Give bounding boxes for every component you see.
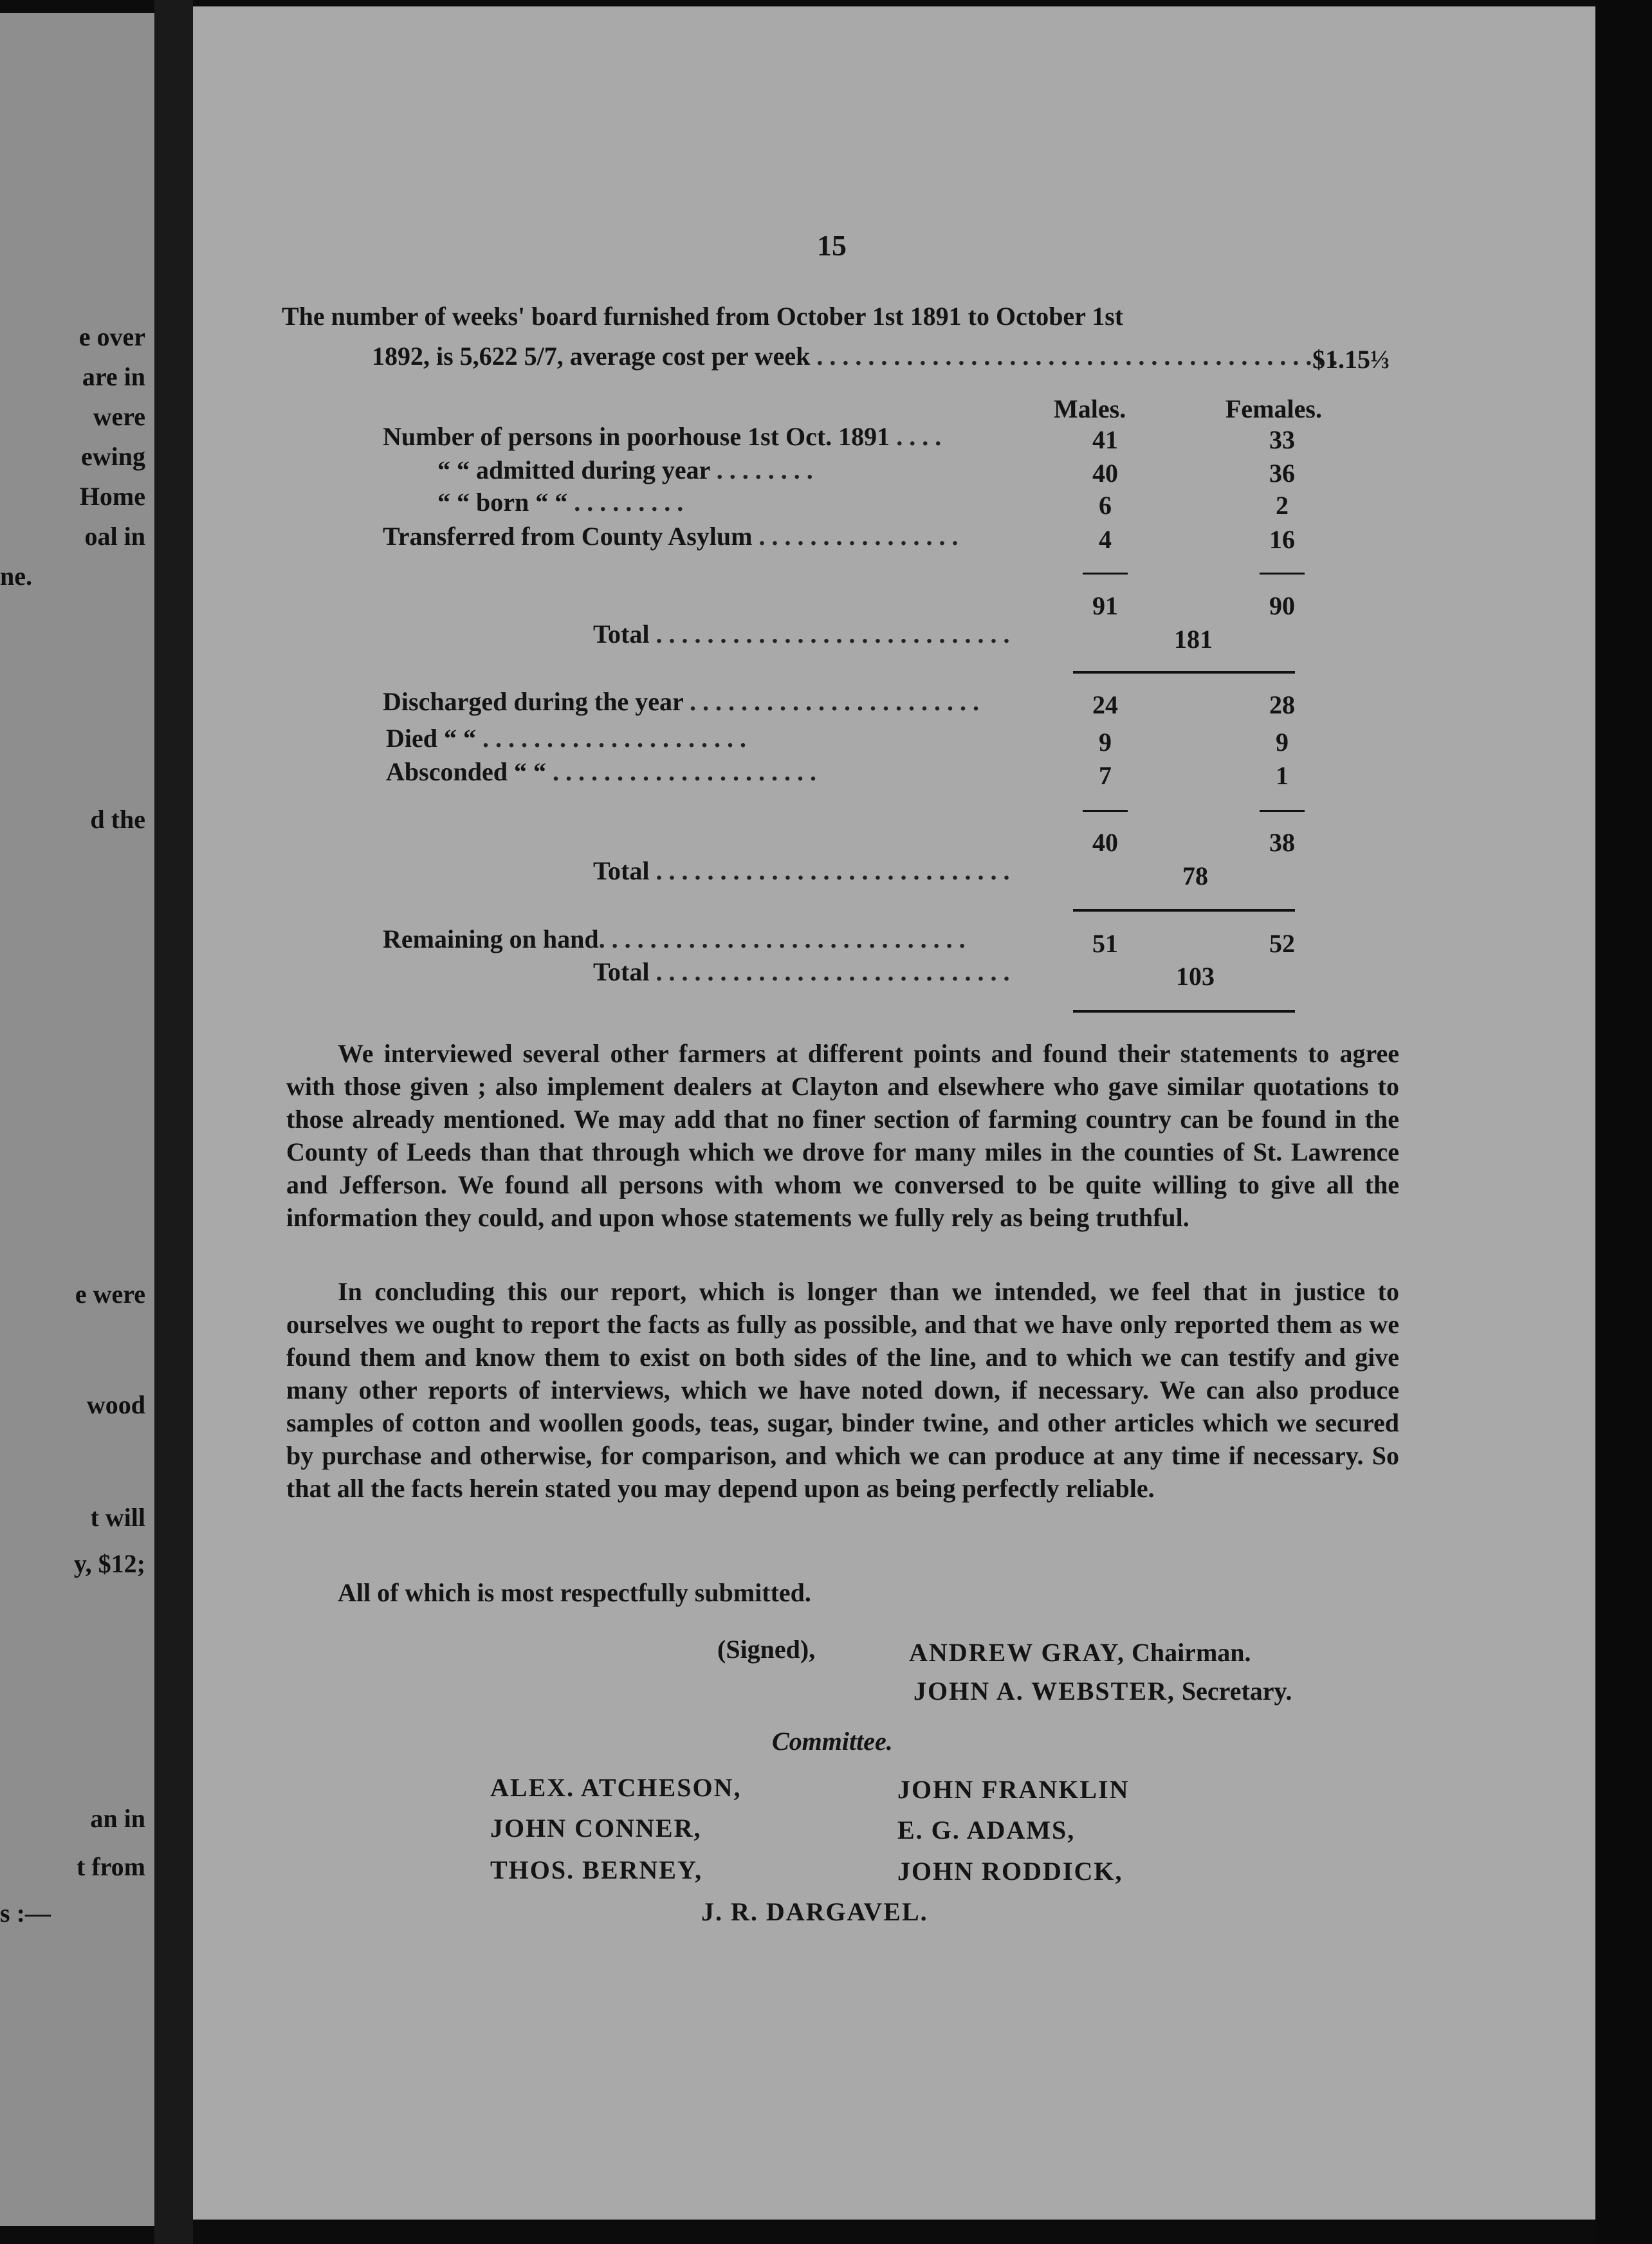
- row-males-value: 6: [1099, 491, 1112, 520]
- remaining-males: 51: [1092, 929, 1118, 958]
- row-males-value: 4: [1099, 525, 1112, 554]
- intro-line-2: [372, 341, 1337, 371]
- subtotal-males: 40: [1092, 828, 1118, 857]
- committee-member: JOHN RODDICK,: [897, 1857, 1123, 1886]
- paragraph-1: [286, 1037, 1399, 1234]
- row-label-text: Died “ “: [386, 724, 476, 753]
- committee-member: THOS. BERNEY,: [490, 1855, 703, 1884]
- table-rule: [1073, 1010, 1295, 1013]
- table-row-label: [437, 487, 683, 517]
- total-value: 103: [1176, 962, 1215, 991]
- row-label-text: Transferred from County Asylum: [383, 522, 753, 551]
- committee-member: JOHN FRANKLIN: [897, 1775, 1130, 1804]
- short-rule: [1083, 810, 1128, 812]
- row-males-value: 40: [1092, 459, 1118, 488]
- total-row: [593, 619, 1009, 649]
- total-value: 78: [1182, 861, 1208, 890]
- page-number: 15: [817, 229, 847, 262]
- table-row-label: [383, 521, 958, 551]
- total-label: Total: [593, 620, 650, 648]
- left-fragment: t from: [77, 1852, 145, 1881]
- secretary-name: JOHN A. WEBSTER,: [913, 1677, 1175, 1706]
- left-fragment: e were: [75, 1280, 145, 1309]
- intro-line-2-text: 1892, is 5,622 5/7, average cost per week: [372, 342, 811, 371]
- average-cost-amount: $1.15⅓: [1312, 345, 1390, 374]
- chairman-line: [909, 1637, 1251, 1668]
- leader-dots: . . . . . . . . . . . . . . . . . . . . . . . . . . . . .: [598, 924, 966, 953]
- subtotal-males: 91: [1092, 591, 1118, 620]
- leader-dots: . . . . . . . . . . . . . . . .: [758, 522, 959, 551]
- table-row-label: [386, 723, 746, 753]
- committee-title: Committee.: [772, 1727, 893, 1756]
- left-fragment: s :—: [0, 1899, 51, 1927]
- page-edge: [1595, 0, 1652, 2244]
- intro-line-1: The number of weeks' board furnished from October 1st 1891 to October 1st: [282, 302, 1124, 331]
- leader-dots: . . . . . . . . . . . . . . . . . . . . . . . . . . . . . . . . . . . . . . . . .: [810, 342, 1338, 371]
- left-fragment: an in: [90, 1804, 145, 1833]
- left-fragment: Home: [79, 482, 145, 511]
- total-value: 181: [1174, 625, 1213, 654]
- column-header-females: Females.: [1225, 394, 1322, 423]
- secretary-line: [913, 1676, 1292, 1706]
- row-females-value: 1: [1276, 761, 1289, 790]
- table-row-label: [383, 686, 979, 717]
- remaining-females: 52: [1269, 929, 1295, 958]
- signed-label: (Signed),: [717, 1635, 816, 1664]
- row-label-text: Absconded “ “: [386, 757, 546, 786]
- row-label-text: Number of persons in poorhouse 1st Oct. 1891: [383, 422, 890, 451]
- column-header-males: Males.: [1054, 394, 1126, 423]
- left-fragment: ne.: [0, 562, 32, 591]
- left-fragment: t will: [90, 1503, 145, 1532]
- short-rule: [1260, 573, 1305, 575]
- left-fragment: d the: [90, 805, 145, 834]
- short-rule: [1083, 573, 1128, 575]
- left-fragment: are in: [82, 362, 145, 391]
- left-fragment: y, $12;: [73, 1549, 145, 1578]
- table-rule: [1073, 671, 1295, 674]
- chairman-title: Chairman.: [1131, 1638, 1251, 1667]
- left-fragment: oal in: [84, 522, 145, 551]
- row-females-value: 2: [1276, 491, 1289, 520]
- committee-member: E. G. ADAMS,: [897, 1816, 1076, 1844]
- row-females-value: 9: [1276, 728, 1289, 757]
- leader-dots: . . . .: [896, 422, 942, 451]
- left-fragment: were: [93, 402, 145, 431]
- row-label-text: “ “ admitted during year: [437, 455, 710, 484]
- row-males-value: 24: [1092, 690, 1118, 719]
- row-females-value: 16: [1269, 525, 1295, 554]
- row-females-value: 28: [1269, 690, 1295, 719]
- subtotal-females: 90: [1269, 591, 1295, 620]
- leader-dots: . . . . . . . . . . . . . . . . . . . . .: [552, 757, 816, 786]
- total-label: Total: [593, 856, 650, 885]
- row-females-value: 33: [1269, 425, 1295, 454]
- row-females-value: 36: [1269, 459, 1295, 488]
- chairman-name: ANDREW GRAY,: [909, 1638, 1125, 1667]
- row-males-value: 7: [1099, 761, 1112, 790]
- total-row: [593, 957, 1009, 987]
- row-label-text: “ “ born “ “: [437, 488, 568, 517]
- closing-line: All of which is most respectfully submitted.: [338, 1578, 811, 1607]
- row-males-value: 41: [1092, 425, 1118, 454]
- secretary-title: Secretary.: [1181, 1677, 1292, 1706]
- left-fragment: ewing: [81, 442, 145, 471]
- table-row-label: [383, 421, 941, 452]
- total-row: [593, 856, 1009, 886]
- row-males-value: 9: [1099, 728, 1112, 757]
- leader-dots: . . . . . . . . .: [574, 488, 684, 517]
- leader-dots: . . . . . . . . . . . . . . . . . . . . . . .: [690, 687, 980, 716]
- total-label: Total: [593, 957, 650, 986]
- short-rule: [1260, 810, 1305, 812]
- subtotal-females: 38: [1269, 828, 1295, 857]
- committee-member: ALEX. ATCHESON,: [490, 1773, 742, 1802]
- leader-dots: . . . . . . . .: [716, 455, 813, 484]
- leader-dots: . . . . . . . . . . . . . . . . . . . . . . . . . . . .: [649, 957, 1010, 986]
- committee-member: JOHN CONNER,: [490, 1814, 702, 1843]
- row-label-text: Remaining on hand: [383, 924, 599, 953]
- table-row-label: [386, 757, 816, 787]
- leader-dots: . . . . . . . . . . . . . . . . . . . . .: [482, 724, 746, 753]
- page-gutter: [154, 0, 193, 2244]
- paragraph-2: [286, 1275, 1399, 1505]
- leader-dots: . . . . . . . . . . . . . . . . . . . . . . . . . . . .: [649, 620, 1010, 648]
- table-row-label: [437, 455, 813, 485]
- previous-page-strip: [0, 13, 154, 2226]
- table-row-label: [383, 924, 966, 954]
- committee-member: J. R. DARGAVEL.: [701, 1897, 928, 1926]
- paragraph-1-text: We interviewed several other farmers at different points and found their statements to agree with those given ; also implement dealers at Clayton and elsewhere who gave similar quotations to those already mentioned. We may add that no finer section of farming country can be found in the County of Leeds than that through which we drove for many miles in the counties of St. Lawrence and Jefferson. We found all persons with whom we conversed to be quite willing to give all the information they could, and upon whose statements we fully rely as being truthful.: [286, 1039, 1399, 1232]
- paragraph-2-text: In concluding this our report, which is longer than we intended, we feel that in justice to ourselves we ought to report the facts as fully as possible, and that we have only reported them as we found them and know them to exist on both sides of the line, and to which we can testify and give many other reports of interviews, which we have noted down, if necessary. We can also produce samples of cotton and woollen goods, teas, sugar, binder twine, and other articles which we secured by purchase and otherwise, for comparison, and which we can produce at any time if necessary. So that all the facts herein stated you may depend upon as being perfectly reliable.: [286, 1277, 1399, 1503]
- row-label-text: Discharged during the year: [383, 687, 684, 716]
- left-fragment: e over: [78, 322, 145, 351]
- left-fragment: wood: [86, 1390, 145, 1419]
- leader-dots: . . . . . . . . . . . . . . . . . . . . . . . . . . . .: [649, 856, 1010, 885]
- table-rule: [1073, 909, 1295, 912]
